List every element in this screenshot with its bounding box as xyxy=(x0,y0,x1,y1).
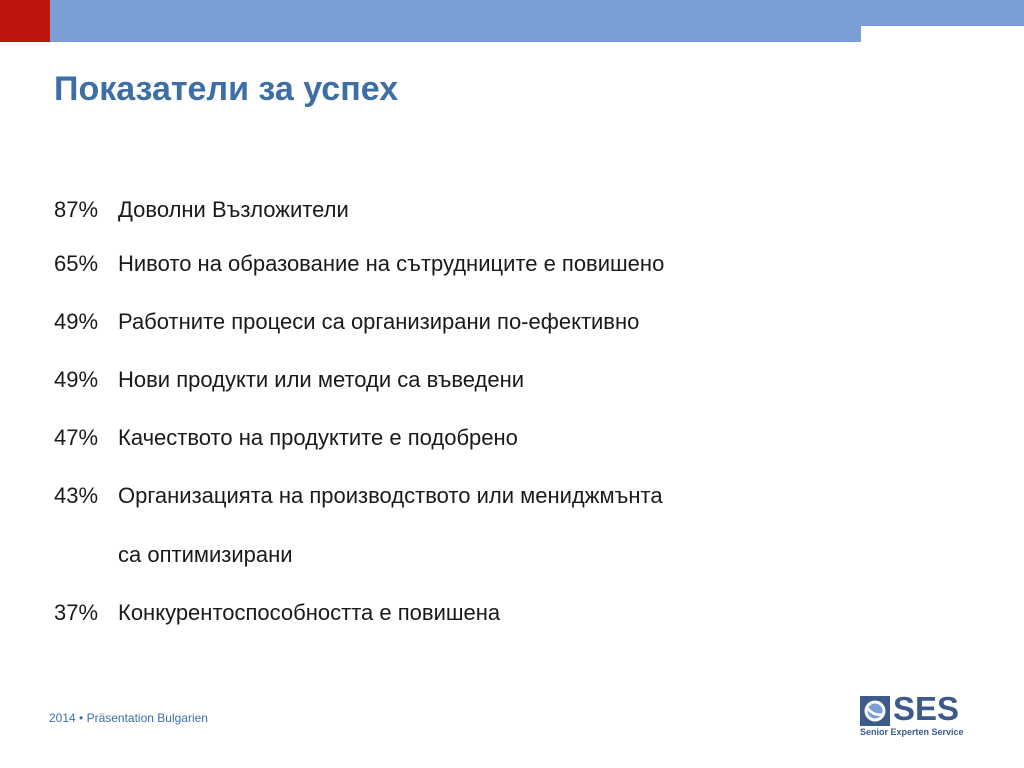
stat-item xyxy=(54,600,500,626)
stat-text: Доволни Възложители xyxy=(118,197,349,222)
stat-text: Конкурентоспособността е повишена xyxy=(118,600,501,625)
stat-text: Нивото на образование на сътрудниците е повишено xyxy=(118,251,665,276)
stat-item xyxy=(54,197,349,223)
stat-percent: 37% xyxy=(54,600,99,625)
stat-continuation: са оптимизирани xyxy=(118,542,293,567)
stat-percent: 47% xyxy=(54,425,99,450)
stat-text: Работните процеси са организирани по-ефективно xyxy=(118,309,640,334)
stat-item xyxy=(54,367,524,393)
footer-text: 2014 • Präsentation Bulgarien xyxy=(49,711,208,725)
stat-percent: 43% xyxy=(54,483,99,508)
stat-text: Нови продукти или методи са въведени xyxy=(118,367,525,392)
stat-percent: 87% xyxy=(54,197,99,222)
ses-logo-icon xyxy=(860,696,890,726)
logo-subtitle: Senior Experten Service xyxy=(860,727,964,737)
header-blue-bar xyxy=(50,0,861,42)
header-blue-bar-right xyxy=(861,0,1024,26)
stat-text: Качеството на продуктите е подобрено xyxy=(118,425,518,450)
ses-logo xyxy=(860,690,976,740)
header-red-block xyxy=(0,0,50,42)
stat-item xyxy=(54,309,639,335)
logo-name: SES xyxy=(893,690,960,727)
slide-title: Показатели за успех xyxy=(54,70,399,108)
stat-percent: 49% xyxy=(54,367,99,392)
stat-item xyxy=(54,425,518,451)
stat-percent: 65% xyxy=(54,251,99,276)
stat-text: Организацията на производството или мениджмънта xyxy=(118,483,663,508)
stat-item xyxy=(54,483,663,509)
stat-item xyxy=(54,251,664,277)
stat-percent: 49% xyxy=(54,309,99,334)
